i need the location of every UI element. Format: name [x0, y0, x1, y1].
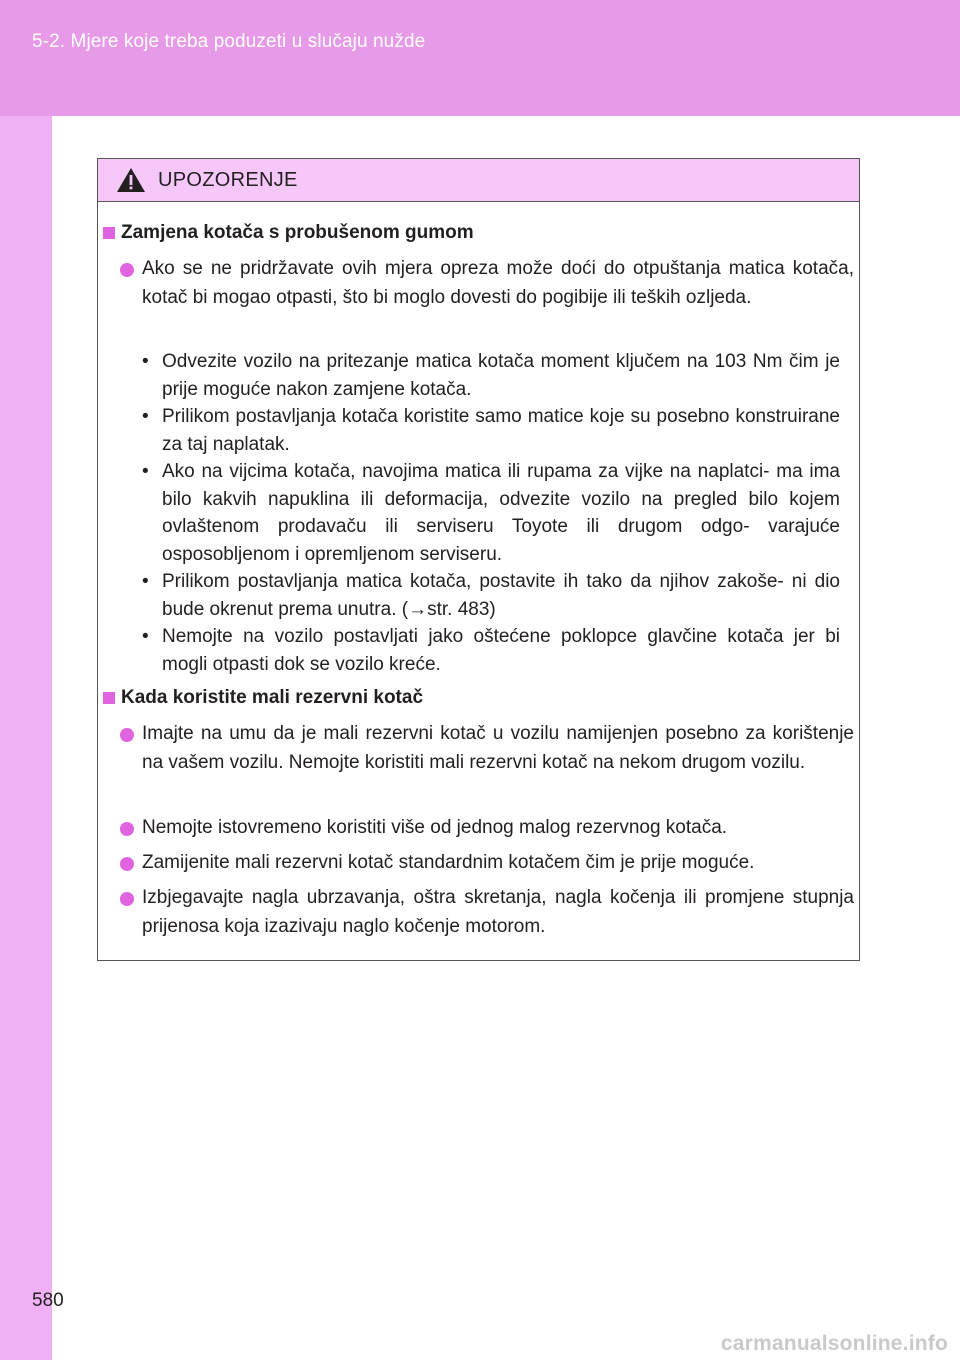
paragraph: Nemojte istovremeno koristiti više od jednog malog rezervnog kotača. [142, 817, 728, 838]
warning-title: UPOZORENJE [158, 169, 298, 191]
warning-box [97, 158, 860, 961]
sub-bullet-item: Prilikom postavljanja matica kotača, postavite ih tako da njihov zakoše- ni dio bude okrenut prema unutra. (→str. 483) [162, 571, 840, 620]
section-heading-text: Zamjena kotača s probušenom gumom [121, 222, 474, 243]
sub-bullet-icon: • [142, 571, 149, 592]
round-bullet-icon [120, 857, 134, 871]
section-heading [103, 687, 423, 709]
paragraph: Izbjegavajte nagla ubrzavanja, oštra skretanja, nagla kočenja ili promjene stupnja prijenosa koja izazivaju naglo kočenje motorom. [142, 887, 854, 937]
round-bullet-icon [120, 892, 134, 906]
round-bullet-icon [120, 822, 134, 836]
page-number: 580 [32, 1290, 64, 1311]
square-bullet-icon [103, 227, 115, 239]
sub-bullet-icon: • [142, 351, 149, 372]
round-bullet-icon [120, 263, 134, 277]
sub-bullet-icon: • [142, 461, 149, 482]
sub-bullet-icon: • [142, 406, 149, 427]
sub-bullet-icon: • [142, 626, 149, 647]
sub-bullet-item: Prilikom postavljanja kotača koristite samo matice koje su posebno konstruirane za taj naplatak. [162, 406, 840, 455]
sub-bullet-item: Nemojte na vozilo postavljati jako oštećene poklopce glavčine kotača jer bi mogli otpasti dok se vozilo kreće. [162, 626, 840, 675]
section-header: 5-2. Mjere koje treba poduzeti u slučaju nužde [32, 31, 426, 52]
section-heading-text: Kada koristite mali rezervni kotač [121, 687, 424, 708]
paragraph: Imajte na umu da je mali rezervni kotač u vozilu namijenjen posebno za korištenje na vašem vozilu. Nemojte koristiti mali rezervni kotač na nekom drugom vozilu. [142, 723, 854, 773]
paragraph: Ako se ne pridržavate ovih mjera opreza može doći do otpuštanja matica kotača, kotač bi mogao otpasti, što bi moglo dovesti do pogibije ili teških ozljeda. [142, 258, 854, 308]
side-band [0, 116, 52, 1360]
header-band [0, 0, 960, 116]
sub-bullet-item: Ako na vijcima kotača, navojima matica ili rupama za vijke na naplatci- ma ima bilo kakvih napuklina ili deformacija, odvezite vozilo na pregled bilo kojem ovlaštenom prodavaču ili serviseru Toyote ili drugom odgo- varajuće osposobljenom i opremljenom serviseru. [162, 461, 840, 565]
warning-icon [116, 167, 146, 193]
sub-bullet-item: Odvezite vozilo na pritezanje matica kotača moment ključem na 103 Nm čim je prije moguće nakon zamjene kotača. [162, 351, 840, 400]
section-heading [103, 222, 474, 244]
watermark: carmanualsonline.info [720, 1332, 948, 1355]
paragraph: Zamijenite mali rezervni kotač standardnim kotačem čim je prije moguće. [142, 852, 755, 873]
warning-header [98, 159, 859, 202]
square-bullet-icon [103, 692, 115, 704]
round-bullet-icon [120, 728, 134, 742]
